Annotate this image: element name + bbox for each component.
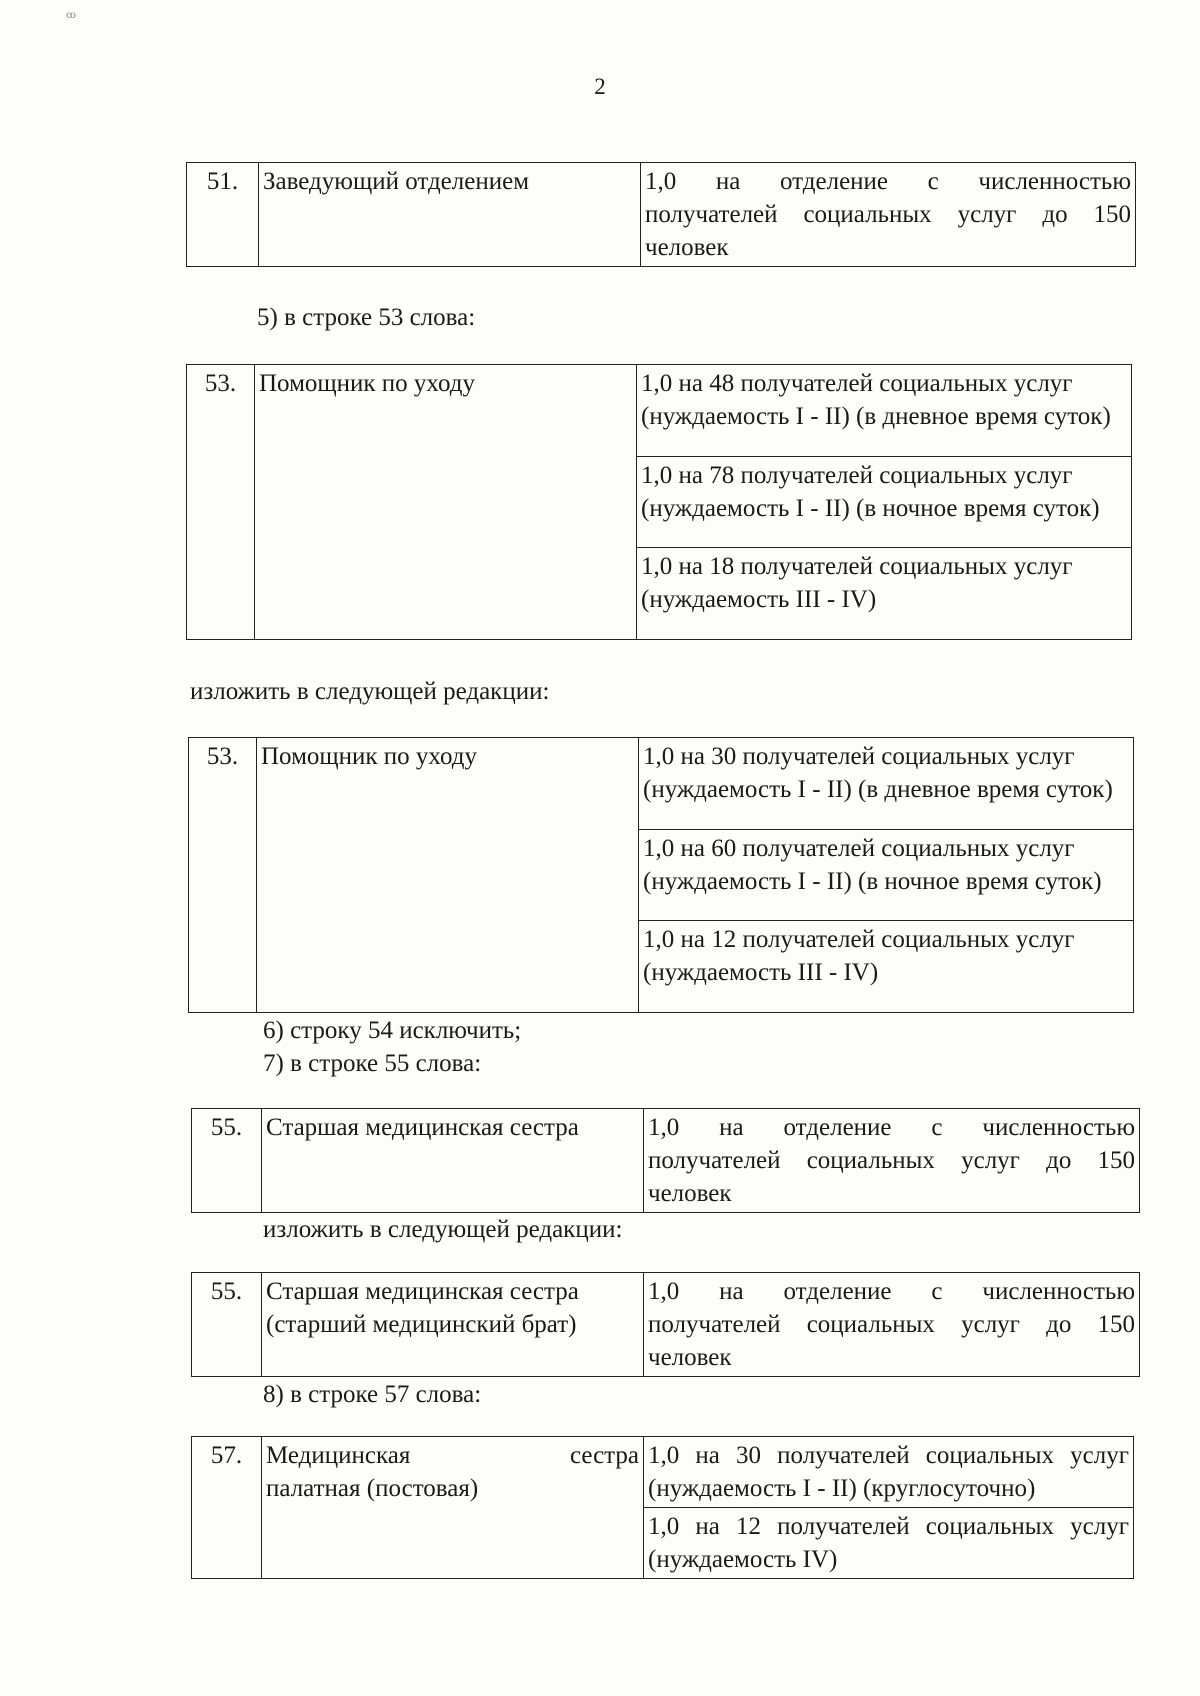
position-title: Старшая медицинская сестра <box>262 1109 644 1213</box>
scan-mark: ꝏ <box>66 10 76 21</box>
staffing-norm-round-the-clock: 1,0 на 30 получателей социальных услуг (нуждаемость I - II) (круглосуточно) <box>644 1437 1134 1508</box>
position-title: Заведующий отделением <box>259 163 641 267</box>
position-title <box>262 1437 644 1579</box>
staffing-norm-severe: 1,0 на 18 получателей социальных услуг (нуждаемость III - IV) <box>637 548 1132 640</box>
position-title: Старшая медицинская сестра (старший медицинский брат) <box>262 1273 644 1377</box>
position-title-word-2: сестра <box>569 1442 639 1469</box>
position-title-line-2: палатная (постовая) <box>266 1475 479 1502</box>
staffing-norm: 1,0 на отделение с численностью получателей социальных услуг до 150 человек <box>644 1273 1140 1377</box>
position-title: Помощник по уходу <box>257 738 639 1013</box>
restatement-instruction: изложить в следующей редакции: <box>190 678 550 705</box>
table-row-51 <box>186 162 1136 267</box>
amendment-item-7: 7) в строке 55 слова: <box>263 1050 482 1077</box>
amendment-item-6: 6) строку 54 исключить; <box>263 1017 522 1044</box>
table-row-57 <box>191 1436 1134 1579</box>
page-number: 2 <box>594 74 606 99</box>
position-title-word-1: Медицинская <box>266 1442 411 1469</box>
row-number: 55. <box>192 1109 262 1213</box>
table-row-55-old <box>191 1108 1140 1213</box>
row-number: 51. <box>187 163 259 267</box>
table-row-53-old <box>186 364 1132 640</box>
row-number: 55. <box>192 1273 262 1377</box>
staffing-norm: 1,0 на отделение с численностью получателей социальных услуг до 150 человек <box>641 163 1136 267</box>
staffing-norm-night: 1,0 на 60 получателей социальных услуг (нуждаемость I - II) (в ночное время суток) <box>639 829 1134 921</box>
table-row-53-new <box>188 737 1134 1013</box>
amendment-item-5: 5) в строке 53 слова: <box>257 304 476 331</box>
staffing-norm-severe: 1,0 на 12 получателей социальных услуг (нуждаемость IV) <box>644 1508 1134 1579</box>
staffing-norm-day: 1,0 на 30 получателей социальных услуг (нуждаемость I - II) (в дневное время суток) <box>639 738 1134 830</box>
row-number: 53. <box>189 738 257 1013</box>
table-row-55-new <box>191 1272 1140 1377</box>
position-title: Помощник по уходу <box>255 365 637 640</box>
amendment-item-8: 8) в строке 57 слова: <box>263 1381 482 1408</box>
staffing-norm-night: 1,0 на 78 получателей социальных услуг (нуждаемость I - II) (в ночное время суток) <box>637 456 1132 548</box>
staffing-norm: 1,0 на отделение с численностью получателей социальных услуг до 150 человек <box>644 1109 1140 1213</box>
staffing-norm-day: 1,0 на 48 получателей социальных услуг (нуждаемость I - II) (в дневное время суток) <box>637 365 1132 457</box>
row-number: 57. <box>192 1437 262 1579</box>
staffing-norm-severe: 1,0 на 12 получателей социальных услуг (нуждаемость III - IV) <box>639 921 1134 1013</box>
restatement-instruction: изложить в следующей редакции: <box>263 1216 623 1243</box>
row-number: 53. <box>187 365 255 640</box>
